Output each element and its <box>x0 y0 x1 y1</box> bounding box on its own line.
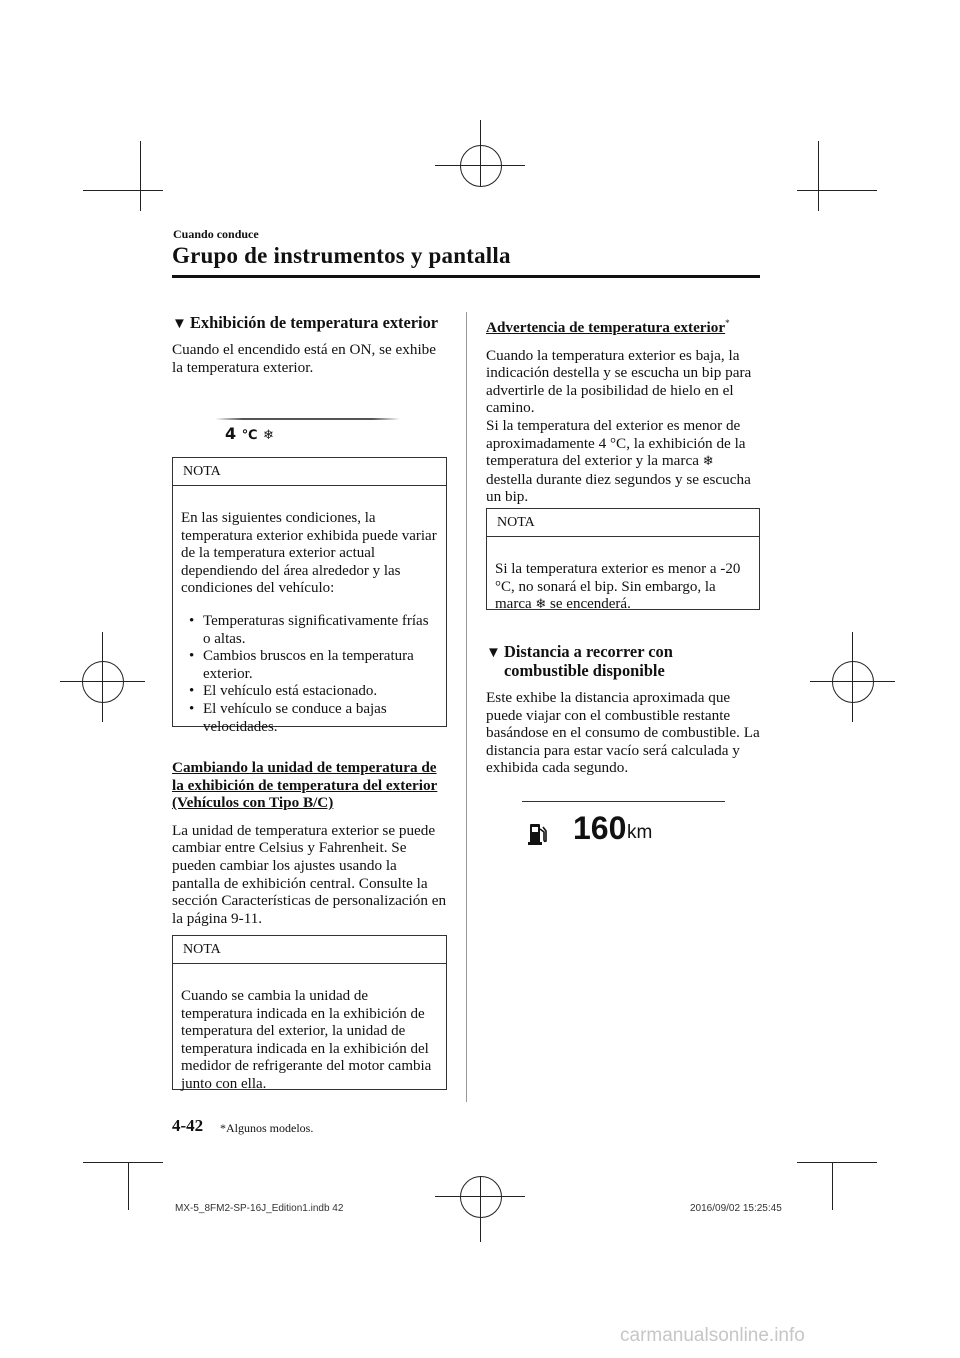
display-rule <box>522 801 725 802</box>
right-column-lower <box>486 642 761 777</box>
triangle-bullet-icon: ▼ <box>172 316 187 332</box>
footer-timestamp: 2016/09/02 15:25:45 <box>690 1203 782 1214</box>
watermark: carmanualsonline.info <box>620 1325 805 1346</box>
left-column-lower <box>172 759 447 927</box>
footnote: *Algunos modelos. <box>220 1121 314 1135</box>
title-rule <box>172 275 760 278</box>
range-unit: km <box>627 822 653 843</box>
temperature-display <box>225 424 274 443</box>
triangle-bullet-icon: ▼ <box>486 645 501 661</box>
temperature-unit: ℃ <box>241 428 258 443</box>
note-title: NOTA <box>497 515 535 530</box>
paragraph-warning-threshold: Si la temperatura del exterior es menor de aproximadamente 4 °C, la exhibición de la temperatura del exterior y la marca ❄ destella durante diez segundos y se escucha un bip. <box>486 417 751 506</box>
temperature-value: 4 <box>225 424 237 443</box>
note-box-unit <box>172 935 447 1090</box>
note-box-conditions <box>172 457 447 735</box>
paragraph-warning: Cuando la temperatura exterior es baja, la indicación destella y se escucha un bip para advertirle de la posibilidad de hielo en el camino. <box>486 346 752 417</box>
list-item: • El vehículo está estacionado. <box>189 683 378 700</box>
snowflake-icon: ❄ <box>702 454 714 470</box>
list-item: • Cambios bruscos en la temperatura exterior. <box>189 648 414 682</box>
heading-distance-to-empty: ▼ Distancia a recorrer con combustible disponible <box>486 642 673 680</box>
snowflake-icon: ❄ <box>263 428 274 443</box>
fuel-pump-icon <box>528 820 548 851</box>
note-body: En las siguientes condiciones, la temperatura exterior exhibida puede variar de la temperatura exterior actual dependiendo del área alrededor y las condiciones del vehículo: <box>181 510 437 597</box>
left-column <box>172 313 447 376</box>
paragraph-change-unit: La unidad de temperatura exterior se puede cambiar entre Celsius y Fahrenheit. Se pueden cambiar los ajustes usando la pantalla de exhibición central. Consulte la sección Características de personalización en la página 9-11. <box>172 821 447 927</box>
range-value: 160 <box>573 810 627 846</box>
section-label: Cuando conduce <box>173 227 259 241</box>
note-title: NOTA <box>183 942 221 957</box>
snowflake-icon: ❄ <box>535 597 547 613</box>
paragraph-distance-to-empty: Este exhibe la distancia aproximada que puede viajar con el combustible restante basándose en el consumo de combustible. La distancia para estar vacío será calculada y exhibida cada segundo. <box>486 689 760 777</box>
paragraph-exterior-temperature: Cuando el encendido está en ON, se exhibe la temperatura exterior. <box>172 341 437 376</box>
right-column <box>486 315 761 506</box>
display-rule <box>215 418 400 420</box>
sub-heading-change-unit: Cambiando la unidad de temperatura de la exhibición de temperatura del exterior (Vehículos con Tipo B/C) <box>172 759 438 812</box>
note-bullet-list <box>181 613 438 736</box>
column-divider <box>466 312 467 1102</box>
note-box-warning <box>486 508 760 613</box>
heading-exterior-temperature: ▼ Exhibición de temperatura exterior <box>172 313 439 332</box>
list-item: • Temperaturas signiﬁcativamente frías o altas. <box>189 612 429 647</box>
note-body: Si la temperatura exterior es menor a -20 °C, no sonará el bip. Sin embargo, la marca ❄ se encenderá. <box>495 561 741 613</box>
sub-heading-temperature-warning: Advertencia de temperatura exterior* <box>486 318 730 337</box>
list-item: • El vehículo se conduce a bajas velocidades. <box>189 700 387 735</box>
page-number: 4-42 <box>172 1116 204 1135</box>
note-body: Cuando se cambia la unidad de temperatura indicada en la exhibición de temperatura del exterior, la unidad de temperatura indicada en la exhibición del medidor de refrigerante del motor cambia junto con ella. <box>181 988 432 1092</box>
page-title: Grupo de instrumentos y pantalla <box>172 243 511 268</box>
note-title: NOTA <box>183 464 221 479</box>
footer-file-name: MX-5_8FM2-SP-16J_Edition1.indb 42 <box>175 1203 344 1214</box>
